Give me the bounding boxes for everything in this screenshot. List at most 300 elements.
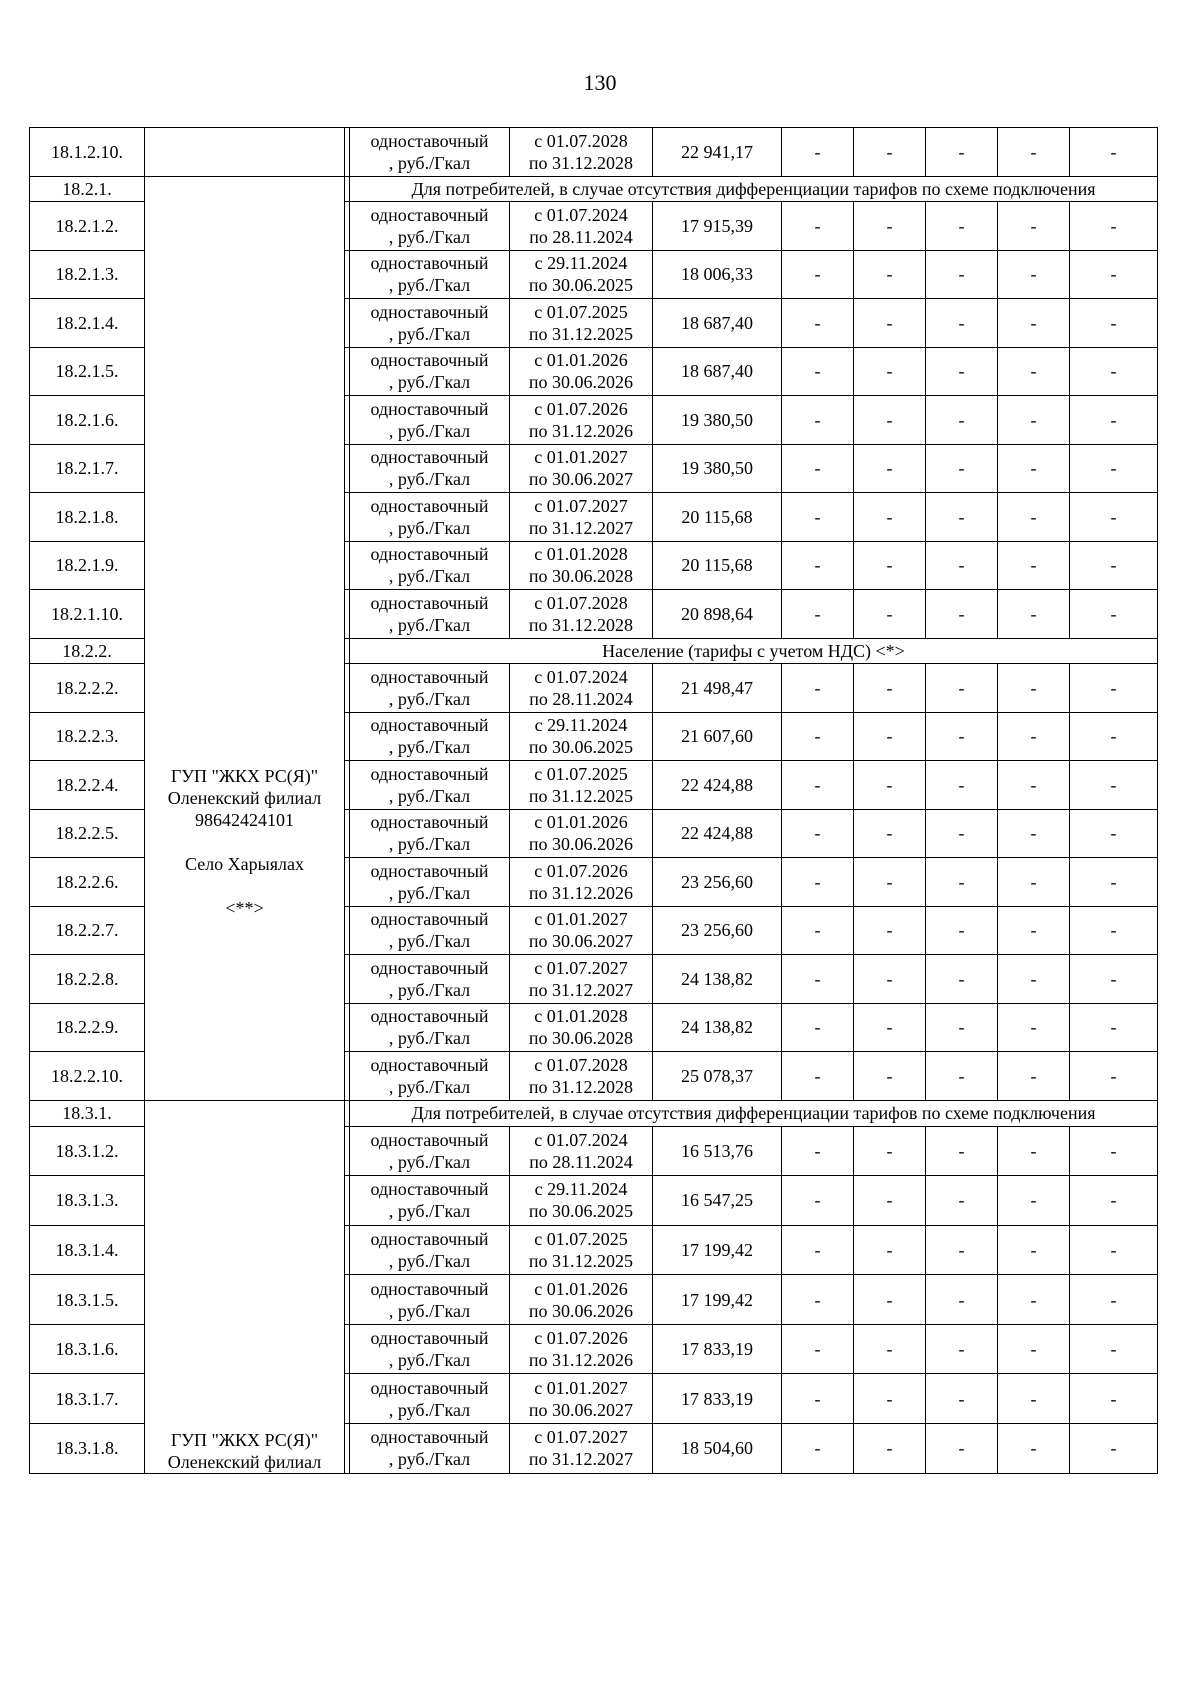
empty-value: -: [854, 761, 926, 810]
rate-type-line: одноставочный: [370, 350, 489, 371]
period: [510, 664, 653, 713]
period-to: по 31.12.2026: [528, 420, 634, 441]
empty-value: -: [926, 1423, 998, 1473]
empty-value: -: [782, 1324, 854, 1374]
empty-value: -: [1070, 590, 1158, 639]
empty-value: -: [854, 1423, 926, 1473]
rate-type-line: одноставочный: [370, 1054, 489, 1075]
period-from: с 01.07.2024: [534, 204, 628, 225]
rate-unit-line: , руб./Гкал: [388, 517, 471, 538]
empty-value: -: [926, 664, 998, 713]
row-number: 18.2.1.3.: [30, 250, 145, 299]
rate-unit-line: , руб./Гкал: [388, 1028, 471, 1049]
period-to: по 31.12.2028: [528, 1076, 634, 1097]
rate-type-line: одноставочный: [370, 763, 489, 784]
rate-type: [350, 955, 510, 1004]
organization-line: [145, 831, 344, 853]
empty-value: -: [782, 1225, 854, 1275]
empty-value: -: [1070, 347, 1158, 396]
period: [510, 858, 653, 907]
empty-value: -: [926, 712, 998, 761]
empty-value: -: [926, 347, 998, 396]
period-from: с 01.01.2026: [534, 350, 628, 371]
empty-value: -: [926, 1324, 998, 1374]
period: [510, 396, 653, 445]
rate-type-line: одноставочный: [370, 860, 489, 881]
tariff-value: 23 256,60: [653, 906, 782, 955]
tariff-value: 25 078,37: [653, 1052, 782, 1101]
empty-value: -: [1070, 1052, 1158, 1101]
period-from: с 01.01.2028: [534, 544, 628, 565]
rate-type: [350, 299, 510, 348]
empty-value: -: [926, 1176, 998, 1226]
empty-value: -: [998, 590, 1070, 639]
period: [510, 250, 653, 299]
rate-unit-line: , руб./Гкал: [388, 420, 471, 441]
tariff-value: 18 006,33: [653, 250, 782, 299]
empty-value: -: [782, 1052, 854, 1101]
empty-value: -: [782, 1374, 854, 1424]
empty-value: -: [854, 299, 926, 348]
rate-type: [350, 1176, 510, 1226]
empty-value: -: [926, 128, 998, 177]
period-from: с 01.07.2025: [534, 301, 628, 322]
empty-value: -: [854, 1003, 926, 1052]
empty-value: -: [926, 1275, 998, 1325]
empty-value: -: [926, 250, 998, 299]
empty-value: -: [998, 1176, 1070, 1226]
empty-value: -: [926, 1126, 998, 1176]
rate-unit-line: , руб./Гкал: [388, 882, 471, 903]
period-to: по 31.12.2027: [528, 1449, 634, 1470]
empty-value: -: [998, 1423, 1070, 1473]
tariff-value: 22 941,17: [653, 128, 782, 177]
rate-type: [350, 1225, 510, 1275]
row-number: 18.2.2.5.: [30, 809, 145, 858]
empty-value: -: [998, 858, 1070, 907]
period: [510, 493, 653, 542]
empty-value: -: [1070, 761, 1158, 810]
tariff-value: 17 199,42: [653, 1275, 782, 1325]
empty-value: -: [782, 128, 854, 177]
tariff-value: 20 898,64: [653, 590, 782, 639]
period: [510, 1052, 653, 1101]
empty-value: -: [998, 299, 1070, 348]
period-from: с 01.07.2028: [534, 1054, 628, 1075]
tariff-value: 21 498,47: [653, 664, 782, 713]
empty-value: -: [926, 906, 998, 955]
tariff-value: 22 424,88: [653, 761, 782, 810]
empty-value: -: [998, 1052, 1070, 1101]
empty-value: -: [782, 809, 854, 858]
rate-type-line: одноставочный: [370, 1427, 489, 1448]
rate-type: [350, 396, 510, 445]
empty-value: -: [782, 761, 854, 810]
section-row: [30, 1100, 1158, 1126]
period-from: с 01.01.2026: [534, 812, 628, 833]
period: [510, 809, 653, 858]
section-row: [30, 176, 1158, 202]
row-number: 18.2.2.3.: [30, 712, 145, 761]
organization-cell: [145, 1100, 345, 1473]
rate-type-line: одноставочный: [370, 204, 489, 225]
rate-unit-line: , руб./Гкал: [388, 469, 471, 490]
rate-type: [350, 712, 510, 761]
period-to: по 30.06.2026: [528, 372, 634, 393]
rate-type-line: одноставочный: [370, 1377, 489, 1398]
rate-type-line: одноставочный: [370, 130, 489, 151]
empty-value: -: [998, 396, 1070, 445]
period-to: по 30.06.2026: [528, 1300, 634, 1321]
rate-type-line: одноставочный: [370, 715, 489, 736]
period: [510, 202, 653, 251]
empty-value: -: [926, 541, 998, 590]
period: [510, 1176, 653, 1226]
row-number: 18.2.1.5.: [30, 347, 145, 396]
empty-value: -: [998, 664, 1070, 713]
empty-value: -: [854, 858, 926, 907]
empty-value: -: [854, 347, 926, 396]
empty-value: -: [854, 664, 926, 713]
period-from: с 01.07.2026: [534, 398, 628, 419]
empty-value: -: [1070, 128, 1158, 177]
empty-value: -: [782, 1176, 854, 1226]
empty-value: -: [1070, 493, 1158, 542]
empty-value: -: [854, 1176, 926, 1226]
rate-unit-line: , руб./Гкал: [388, 834, 471, 855]
rate-unit-line: , руб./Гкал: [388, 372, 471, 393]
rate-type: [350, 664, 510, 713]
rate-unit-line: , руб./Гкал: [388, 979, 471, 1000]
period: [510, 955, 653, 1004]
rate-type-line: одноставочный: [370, 495, 489, 516]
rate-type: [350, 250, 510, 299]
rate-unit-line: , руб./Гкал: [388, 931, 471, 952]
period-to: по 31.12.2026: [528, 1350, 634, 1371]
empty-value: -: [782, 202, 854, 251]
section-heading: [350, 638, 1158, 664]
rate-type-line: одноставочный: [370, 1228, 489, 1249]
tariff-value: 16 513,76: [653, 1126, 782, 1176]
empty-value: -: [926, 761, 998, 810]
empty-value: -: [1070, 541, 1158, 590]
rate-type: [350, 1052, 510, 1101]
rate-unit-line: , руб./Гкал: [388, 1399, 471, 1420]
empty-value: -: [782, 955, 854, 1004]
empty-value: -: [782, 299, 854, 348]
empty-value: -: [782, 906, 854, 955]
rate-type-line: одноставочный: [370, 1179, 489, 1200]
tariff-value: 16 547,25: [653, 1176, 782, 1226]
period: [510, 299, 653, 348]
period-to: по 30.06.2028: [528, 1028, 634, 1049]
empty-value: -: [926, 590, 998, 639]
rate-type: [350, 761, 510, 810]
empty-value: -: [1070, 712, 1158, 761]
empty-value: -: [782, 396, 854, 445]
empty-value: -: [782, 250, 854, 299]
rate-type: [350, 347, 510, 396]
row-number: 18.2.1.2.: [30, 202, 145, 251]
empty-value: -: [926, 1225, 998, 1275]
rate-unit-line: , руб./Гкал: [388, 226, 471, 247]
organization-line: Село Харыялах: [184, 854, 305, 874]
row-number: 18.2.2.8.: [30, 955, 145, 1004]
empty-value: -: [926, 858, 998, 907]
period: [510, 590, 653, 639]
rate-type-line: одноставочный: [370, 1278, 489, 1299]
empty-value: -: [998, 1275, 1070, 1325]
period-from: с 01.07.2024: [534, 1129, 628, 1150]
empty-value: -: [1070, 1324, 1158, 1374]
organization-line: <**>: [225, 898, 264, 918]
period-from: с 01.07.2028: [534, 592, 628, 613]
rate-type-line: одноставочный: [370, 1129, 489, 1150]
period-to: по 28.11.2024: [529, 226, 633, 247]
row-number: 18.3.1.2.: [30, 1126, 145, 1176]
rate-type: [350, 1126, 510, 1176]
organization-line: Оленекский филиал: [167, 1451, 322, 1472]
empty-value: -: [854, 493, 926, 542]
period-from: с 29.11.2024: [534, 253, 628, 274]
rate-type: [350, 1324, 510, 1374]
rate-type-line: одноставочный: [370, 447, 489, 468]
rate-type-line: одноставочный: [370, 1328, 489, 1349]
rate-unit-line: , руб./Гкал: [388, 566, 471, 587]
row-number: 18.3.1.3.: [30, 1176, 145, 1226]
tariff-value: 17 199,42: [653, 1225, 782, 1275]
empty-value: -: [782, 347, 854, 396]
empty-value: -: [926, 202, 998, 251]
tariff-value: 19 380,50: [653, 396, 782, 445]
empty-value: -: [998, 1003, 1070, 1052]
period-from: с 01.07.2025: [534, 763, 628, 784]
rate-unit-line: , руб./Гкал: [388, 275, 471, 296]
empty-value: -: [926, 493, 998, 542]
empty-value: -: [926, 955, 998, 1004]
empty-value: -: [854, 202, 926, 251]
empty-value: -: [998, 906, 1070, 955]
empty-value: -: [1070, 1003, 1158, 1052]
tariff-value: 23 256,60: [653, 858, 782, 907]
rate-type-line: одноставочный: [370, 1006, 489, 1027]
rate-type-line: одноставочный: [370, 957, 489, 978]
row-number: 18.1.2.10.: [30, 128, 145, 177]
tariff-value: 18 687,40: [653, 299, 782, 348]
row-number: 18.2.2.6.: [30, 858, 145, 907]
rate-type-line: одноставочный: [370, 909, 489, 930]
empty-value: -: [926, 444, 998, 493]
period-to: по 30.06.2026: [528, 834, 634, 855]
period-to: по 30.06.2025: [528, 275, 634, 296]
organization-line: [145, 875, 344, 897]
empty-value: -: [998, 761, 1070, 810]
period-from: с 01.01.2027: [534, 447, 628, 468]
tariff-value: 24 138,82: [653, 1003, 782, 1052]
period-from: с 01.01.2027: [534, 1377, 628, 1398]
empty-value: -: [926, 396, 998, 445]
section-heading-text: Для потребителей, в случае отсутствия дифференциации тарифов по схеме подключения: [411, 1103, 1096, 1124]
empty-value: -: [1070, 1225, 1158, 1275]
empty-value: -: [1070, 1126, 1158, 1176]
section-heading-text: Для потребителей, в случае отсутствия дифференциации тарифов по схеме подключения: [411, 178, 1096, 199]
rate-type: [350, 444, 510, 493]
empty-value: -: [854, 1052, 926, 1101]
empty-value: -: [926, 809, 998, 858]
empty-value: -: [782, 444, 854, 493]
empty-value: -: [854, 809, 926, 858]
rate-type: [350, 493, 510, 542]
rate-type: [350, 1423, 510, 1473]
empty-value: -: [854, 1324, 926, 1374]
rate-type: [350, 128, 510, 177]
empty-value: -: [782, 858, 854, 907]
empty-value: -: [782, 541, 854, 590]
empty-value: -: [926, 1003, 998, 1052]
empty-value: -: [998, 1225, 1070, 1275]
period: [510, 712, 653, 761]
table-row: [30, 128, 1158, 177]
empty-value: -: [782, 590, 854, 639]
rate-unit-line: , руб./Гкал: [388, 1201, 471, 1222]
empty-value: -: [926, 1374, 998, 1424]
organization-line: 98642424101: [195, 810, 294, 830]
empty-value: -: [1070, 1275, 1158, 1325]
rate-unit-line: , руб./Гкал: [388, 152, 471, 173]
row-number: 18.2.2.9.: [30, 1003, 145, 1052]
section-heading-text: Население (тарифы с учетом НДС) <*>: [602, 640, 905, 661]
tariff-value: 17 833,19: [653, 1324, 782, 1374]
period: [510, 1126, 653, 1176]
rate-unit-line: , руб./Гкал: [388, 1300, 471, 1321]
period-to: по 28.11.2024: [529, 1151, 633, 1172]
period-from: с 01.07.2027: [534, 957, 628, 978]
empty-value: -: [998, 1126, 1070, 1176]
period: [510, 347, 653, 396]
period-to: по 31.12.2026: [528, 882, 634, 903]
period-to: по 30.06.2025: [528, 737, 634, 758]
page-number: 130: [583, 70, 617, 95]
empty-value: -: [854, 250, 926, 299]
period-from: с 29.11.2024: [534, 1179, 628, 1200]
empty-value: -: [998, 809, 1070, 858]
rate-type: [350, 1003, 510, 1052]
period: [510, 1003, 653, 1052]
row-number: 18.2.1.: [30, 176, 145, 202]
period: [510, 1423, 653, 1473]
rate-type: [350, 202, 510, 251]
empty-value: -: [998, 1374, 1070, 1424]
empty-value: -: [1070, 299, 1158, 348]
empty-value: -: [926, 299, 998, 348]
empty-value: -: [782, 1003, 854, 1052]
empty-value: -: [998, 250, 1070, 299]
tariff-value: 20 115,68: [653, 541, 782, 590]
rate-type: [350, 1374, 510, 1424]
row-number: 18.2.2.: [30, 638, 145, 664]
period-from: с 01.07.2024: [534, 666, 628, 687]
tariff-table: [29, 127, 1158, 1474]
period-from: с 29.11.2024: [534, 715, 628, 736]
empty-value: -: [854, 590, 926, 639]
period-from: с 01.01.2028: [534, 1006, 628, 1027]
row-number: 18.2.2.2.: [30, 664, 145, 713]
section-heading: [350, 176, 1158, 202]
period: [510, 761, 653, 810]
row-number: 18.2.1.8.: [30, 493, 145, 542]
empty-value: -: [1070, 955, 1158, 1004]
rate-unit-line: , руб./Гкал: [388, 323, 471, 344]
empty-value: -: [854, 712, 926, 761]
empty-value: -: [854, 906, 926, 955]
period-to: по 30.06.2028: [528, 566, 634, 587]
rate-unit-line: , руб./Гкал: [388, 614, 471, 635]
period-to: по 30.06.2025: [528, 1201, 634, 1222]
period-from: с 01.07.2026: [534, 860, 628, 881]
row-number: 18.2.1.7.: [30, 444, 145, 493]
rate-type: [350, 541, 510, 590]
empty-value: -: [998, 955, 1070, 1004]
empty-value: -: [782, 664, 854, 713]
row-number: 18.3.1.: [30, 1100, 145, 1126]
rate-type-line: одноставочный: [370, 301, 489, 322]
rate-unit-line: , руб./Гкал: [388, 1076, 471, 1097]
row-number: 18.3.1.4.: [30, 1225, 145, 1275]
organization-line: ГУП "ЖКХ РС(Я)": [170, 766, 319, 786]
empty-value: -: [854, 1374, 926, 1424]
period-from: с 01.01.2027: [534, 909, 628, 930]
period-from: с 01.07.2028: [534, 130, 628, 151]
empty-value: -: [998, 347, 1070, 396]
row-number: 18.2.2.7.: [30, 906, 145, 955]
organization-line: Оленекский филиал: [167, 788, 322, 808]
row-number: 18.2.1.10.: [30, 590, 145, 639]
empty-value: -: [998, 493, 1070, 542]
rate-type: [350, 906, 510, 955]
period: [510, 128, 653, 177]
empty-value: -: [854, 444, 926, 493]
rate-unit-line: , руб./Гкал: [388, 1449, 471, 1470]
period: [510, 541, 653, 590]
row-number: 18.3.1.7.: [30, 1374, 145, 1424]
empty-value: -: [1070, 444, 1158, 493]
rate-unit-line: , руб./Гкал: [388, 688, 471, 709]
empty-value: -: [1070, 906, 1158, 955]
empty-value: -: [998, 444, 1070, 493]
tariff-value: 22 424,88: [653, 809, 782, 858]
period-to: по 31.12.2028: [528, 614, 634, 635]
row-number: 18.2.1.6.: [30, 396, 145, 445]
empty-value: -: [1070, 1374, 1158, 1424]
empty-value: -: [854, 541, 926, 590]
row-number: 18.3.1.8.: [30, 1423, 145, 1473]
rate-type-line: одноставочный: [370, 666, 489, 687]
period: [510, 906, 653, 955]
period-from: с 01.07.2027: [534, 1427, 628, 1448]
empty-value: -: [998, 712, 1070, 761]
empty-value: -: [1070, 664, 1158, 713]
rate-unit-line: , руб./Гкал: [388, 1250, 471, 1271]
rate-type: [350, 590, 510, 639]
empty-value: -: [854, 955, 926, 1004]
row-number: 18.3.1.5.: [30, 1275, 145, 1325]
row-number: 18.2.2.4.: [30, 761, 145, 810]
tariff-value: 17 833,19: [653, 1374, 782, 1424]
empty-value: -: [782, 1423, 854, 1473]
period-from: с 01.07.2027: [534, 495, 628, 516]
empty-value: -: [1070, 202, 1158, 251]
organization-cell: [145, 176, 345, 1100]
